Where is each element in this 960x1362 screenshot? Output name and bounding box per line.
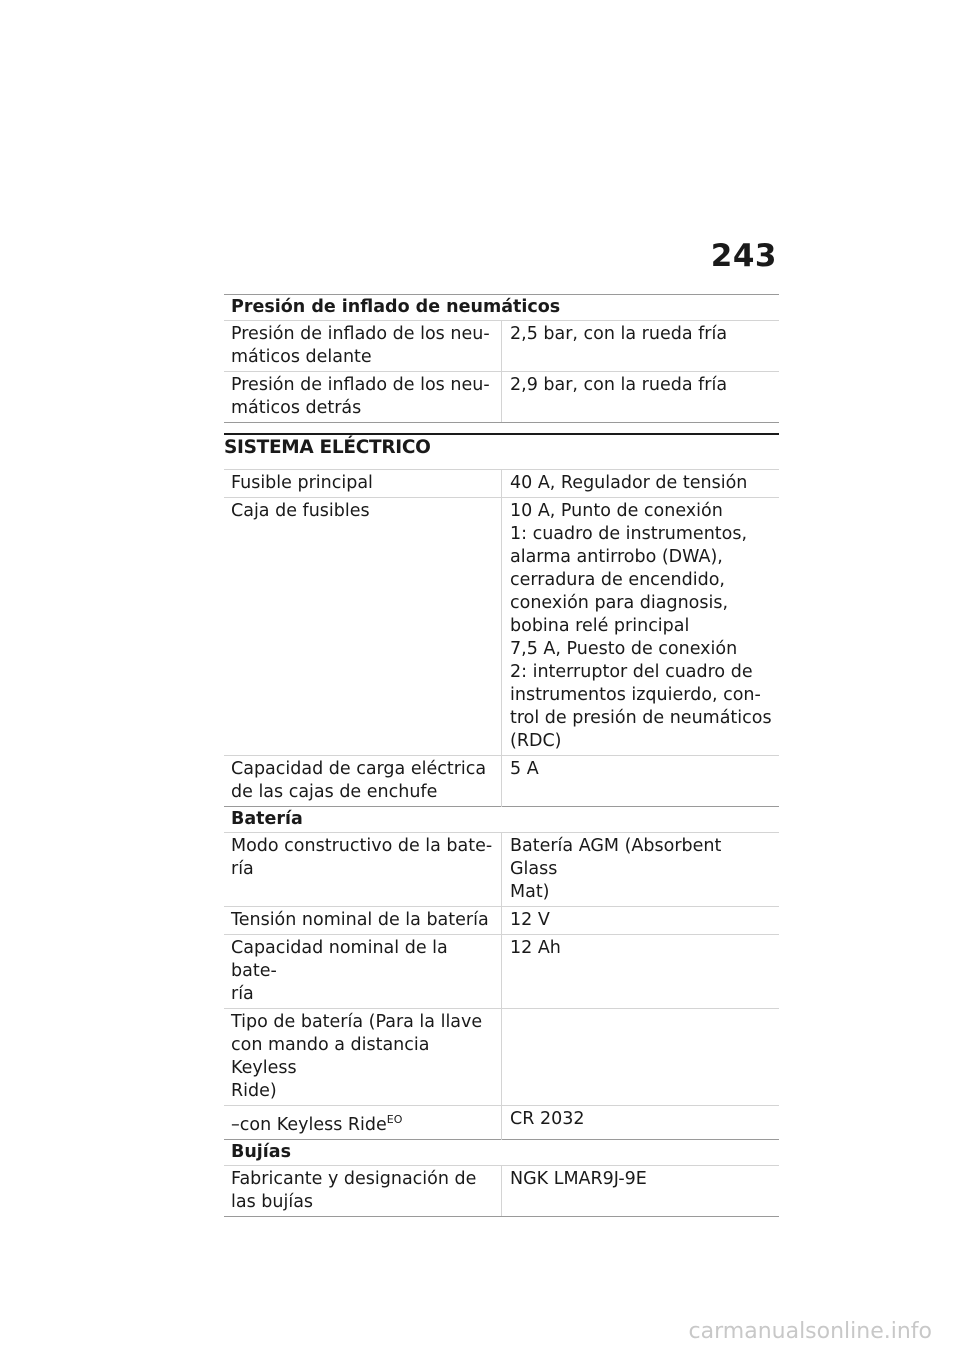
table-row (224, 935, 779, 1009)
text-line: Batería AGM (Absorbent Glass (510, 836, 722, 879)
text-line: Presión de inflado de los neu- (231, 375, 490, 395)
spec-value (502, 1165, 780, 1216)
text-line: Modo constructivo de la bate- (231, 836, 493, 856)
spec-value (502, 1106, 780, 1140)
section-rule (224, 433, 779, 435)
tire-pressure-block (224, 294, 779, 423)
spec-label (224, 1165, 502, 1216)
watermark-footer: carmanualsonline.info (688, 1319, 932, 1344)
spec-value (502, 321, 780, 372)
text-line: Presión de inflado de los neu- (231, 324, 490, 344)
text-line: ría (231, 859, 254, 879)
text-line: Fusible principal (231, 473, 373, 493)
electrical-block (224, 469, 779, 1217)
spec-value (502, 935, 780, 1009)
spec-value (502, 470, 780, 498)
table-row (224, 1009, 779, 1106)
text-line: 5 A (510, 759, 539, 779)
text-line: trol de presión de neumáticos (510, 708, 772, 728)
text-line: con mando a distancia Keyless (231, 1035, 430, 1078)
table-row (224, 321, 779, 372)
spec-label (224, 321, 502, 372)
electrical-table (224, 469, 779, 1217)
text-line: bobina relé principal (510, 616, 690, 636)
text-line: Caja de fusibles (231, 501, 370, 521)
spec-label (224, 1009, 502, 1106)
page-number: 243 (710, 238, 777, 274)
spec-value (502, 1009, 780, 1106)
text-line: NGK LMAR9J-9E (510, 1168, 647, 1189)
table-row (224, 833, 779, 907)
spec-value (502, 833, 780, 907)
text-line: conexión para diagnosis, (510, 593, 729, 613)
table-row (224, 756, 779, 807)
text-line: Capacidad nominal de la bate- (231, 938, 448, 981)
spec-value (502, 907, 780, 935)
table-row (224, 470, 779, 498)
spec-label (224, 498, 502, 756)
text-line: (RDC) (510, 731, 562, 751)
text-line: 2: interruptor del cuadro de (510, 662, 753, 682)
text-line: 40 A, Regulador de tensión (510, 473, 748, 493)
table-row (224, 1106, 779, 1140)
text-line: de las cajas de enchufe (231, 782, 438, 802)
battery-title: Batería (224, 807, 779, 833)
text-line: alarma antirrobo (DWA), (510, 547, 723, 567)
text-line: 7,5 A, Puesto de conexión (510, 639, 738, 659)
spec-value (502, 756, 780, 807)
spec-label (224, 1106, 502, 1140)
spec-label (224, 756, 502, 807)
text-line: Tensión nominal de la batería (231, 910, 489, 930)
text-line: Capacidad de carga eléctrica (231, 759, 487, 779)
text-line: 10 A, Punto de conexión (510, 501, 723, 521)
spec-label (224, 372, 502, 423)
spec-value (502, 372, 780, 423)
tire-pressure-table (224, 294, 779, 423)
spec-label (224, 935, 502, 1009)
text-line: Mat) (510, 882, 550, 902)
text-line: –con Keyless Ride (231, 1114, 387, 1135)
text-line: Ride) (231, 1081, 277, 1101)
text-line: 2,9 bar, con la rueda fría (510, 375, 728, 395)
text-line: 1: cuadro de instrumentos, (510, 524, 748, 544)
text-line: 2,5 bar, con la rueda fría (510, 324, 728, 344)
text-line: Fabricante y designación de (231, 1168, 477, 1189)
text-line: máticos detrás (231, 398, 362, 418)
tire-pressure-title: Presión de inflado de neumáticos (224, 295, 779, 321)
spec-value (502, 498, 780, 756)
option-superscript: EO (386, 1113, 403, 1126)
text-line: ría (231, 984, 254, 1004)
text-line: 12 V (510, 910, 550, 930)
text-line: CR 2032 (510, 1109, 585, 1129)
text-line: Tipo de batería (Para la llave (231, 1012, 483, 1032)
table-row (224, 372, 779, 423)
spark-plugs-title: Bujías (224, 1139, 779, 1165)
text-line: máticos delante (231, 347, 372, 367)
table-row (224, 907, 779, 935)
spec-label (224, 833, 502, 907)
table-row (224, 498, 779, 756)
spec-label (224, 907, 502, 935)
text-line: instrumentos izquierdo, con- (510, 685, 761, 705)
text-line: 12 Ah (510, 938, 561, 958)
section-heading: SISTEMA ELÉCTRICO (224, 437, 431, 458)
spec-label (224, 470, 502, 498)
text-line: las bujías (231, 1191, 314, 1212)
table-row (224, 1165, 779, 1216)
text-line: cerradura de encendido, (510, 570, 725, 590)
